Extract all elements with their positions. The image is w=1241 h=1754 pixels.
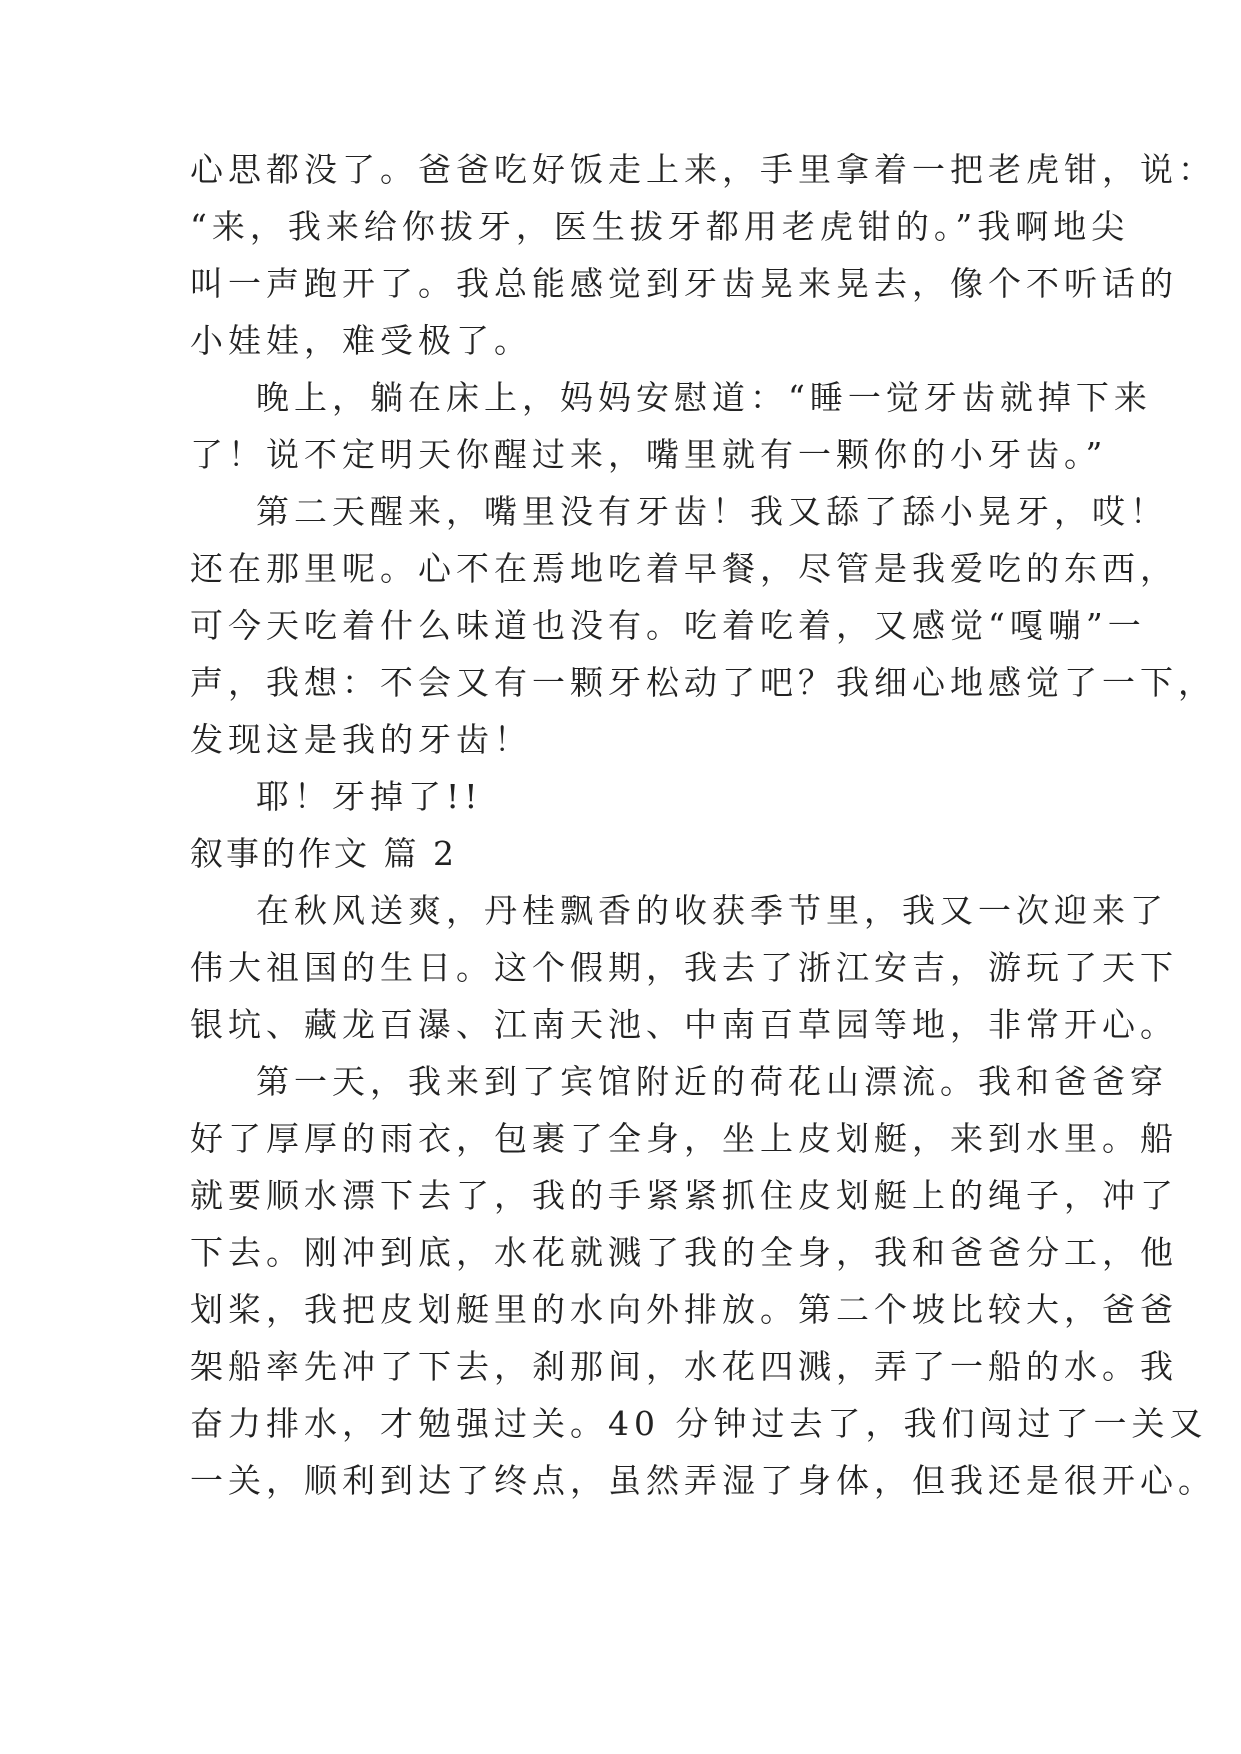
text-line: 一关，顺利到达了终点，虽然弄湿了身体，但我还是很开心。 bbox=[190, 1461, 1216, 1500]
text-line: 在秋风送爽，丹桂飘香的收获季节里，我又一次迎来了 bbox=[256, 891, 1168, 930]
text-line: 好了厚厚的雨衣，包裹了全身，坐上皮划艇，来到水里。船 bbox=[190, 1119, 1178, 1158]
text-line: 就要顺水漂下去了，我的手紧紧抓住皮划艇上的绳子，冲了 bbox=[190, 1176, 1178, 1215]
text-line: 了！说不定明天你醒过来，嘴里就有一颗你的小牙齿。” bbox=[190, 435, 1108, 474]
section-heading: 叙事的作文 篇 2 bbox=[190, 834, 457, 873]
text-line: 第一天，我来到了宾馆附近的荷花山漂流。我和爸爸穿 bbox=[256, 1062, 1168, 1101]
text-line: 可今天吃着什么味道也没有。吃着吃着，又感觉“嘎嘣”一 bbox=[190, 606, 1146, 645]
text-line: 发现这是我的牙齿！ bbox=[190, 720, 532, 759]
text-line: 叫一声跑开了。我总能感觉到牙齿晃来晃去，像个不听话的 bbox=[190, 264, 1178, 303]
text-line: 划桨，我把皮划艇里的水向外排放。第二个坡比较大，爸爸 bbox=[190, 1290, 1178, 1329]
text-line: 耶！牙掉了!! bbox=[256, 777, 483, 816]
text-line: 下去。刚冲到底，水花就溅了我的全身，我和爸爸分工，他 bbox=[190, 1233, 1178, 1272]
text-line: 伟大祖国的生日。这个假期，我去了浙江安吉，游玩了天下 bbox=[190, 948, 1178, 987]
text-line: 奋力排水，才勉强过关。40 分钟过去了，我们闯过了一关又 bbox=[190, 1404, 1208, 1443]
text-line: 心思都没了。爸爸吃好饭走上来，手里拿着一把老虎钳，说： bbox=[190, 150, 1216, 189]
text-line: 第二天醒来，嘴里没有牙齿！我又舔了舔小晃牙，哎！ bbox=[256, 492, 1168, 531]
text-line: “来，我来给你拔牙，医生拔牙都用老虎钳的。”我啊地尖 bbox=[190, 207, 1130, 246]
text-line: 晚上，躺在床上，妈妈安慰道：“睡一觉牙齿就掉下来 bbox=[256, 378, 1152, 417]
text-line: 小娃娃，难受极了。 bbox=[190, 321, 532, 360]
text-line: 银坑、藏龙百瀑、江南天池、中南百草园等地，非常开心。 bbox=[190, 1005, 1178, 1044]
text-line: 声，我想：不会又有一颗牙松动了吧？我细心地感觉了一下， bbox=[190, 663, 1216, 702]
text-line: 还在那里呢。心不在焉地吃着早餐，尽管是我爱吃的东西， bbox=[190, 549, 1178, 588]
text-line: 架船率先冲了下去，刹那间，水花四溅，弄了一船的水。我 bbox=[190, 1347, 1178, 1386]
